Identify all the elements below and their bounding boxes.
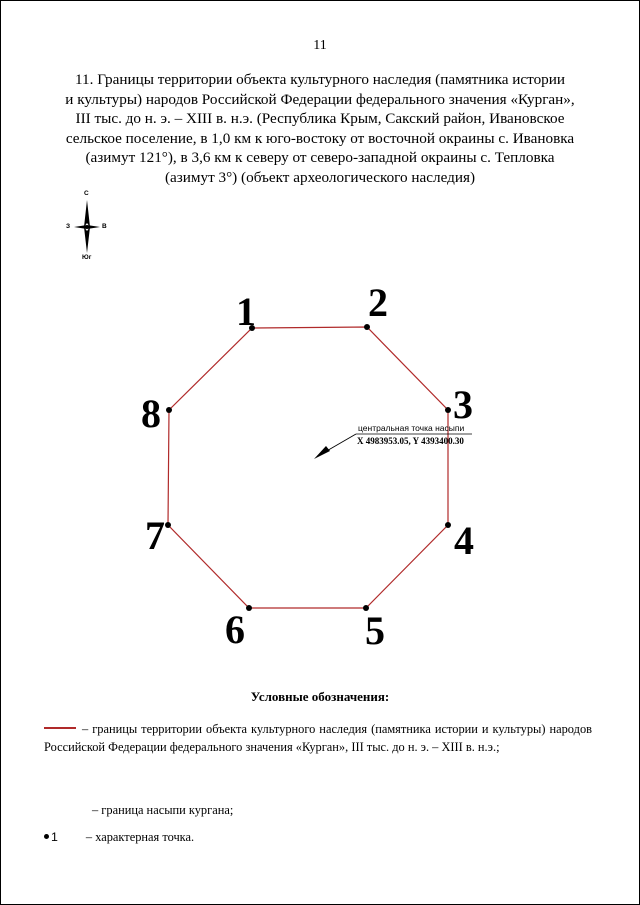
title-line: сельское поселение, в 1,0 км к юго-востоку от восточной окраины с. Ивановка [65,129,575,147]
title-line: и культуры) народов Российской Федерации федерального значения «Курган», [65,90,575,108]
vertex-point-7 [165,522,171,528]
point-label-6: 6 [225,607,245,652]
compass-north: С [84,190,89,197]
compass-west: З [66,223,71,230]
title-line: 11. Границы территории объекта культурного наследия (памятника истории [74,71,566,88]
legend-mound-text: – граница насыпи кургана; [92,803,234,817]
page-number: 11 [313,38,327,53]
point-label-4: 4 [454,518,474,563]
vertex-point-3 [445,407,451,413]
title-line: (азимут 3°) (объект археологического наследия) [164,168,476,186]
point-label-5: 5 [365,608,385,653]
legend-point-text: – характерная точка. [85,830,195,844]
boundary-polygon [168,327,448,608]
vertex-point-8 [166,407,172,413]
point-label-8: 8 [141,391,161,436]
legend-point-number: 1 [51,830,58,844]
compass-east: В [102,223,107,230]
vertex-point-4 [445,522,451,528]
title-line: III тыс. до н. э. – XIII в. н.э. (Республика Крым, Сакский район, Ивановское [75,110,565,127]
point-dot-icon [44,834,49,839]
legend-boundary-text: – границы территории объекта культурного наследия (памятника истории и культуры) народов Российской Федерации федерального значения «Курган», III тыс. до н. э. – XIII в. н.э.; [44,722,592,754]
title-line: (азимут 121°), в 3,6 км к северу от северо-западной окраины с. Тепловка [85,149,555,166]
compass-south: Юг [82,254,92,261]
legend-point [44,830,194,845]
point-label-3: 3 [453,382,473,427]
callout-arrow-icon [314,446,330,459]
center-point-coords: X 4983953.05, Y 4393400.30 [357,436,464,446]
legend-title: Условные обозначения: [250,689,390,704]
point-label-2: 2 [368,280,388,325]
point-label-1: 1 [236,289,256,334]
center-point-label: центральная точка насыпи [358,423,465,433]
point-label-7: 7 [145,513,165,558]
vertex-point-6 [246,605,252,611]
